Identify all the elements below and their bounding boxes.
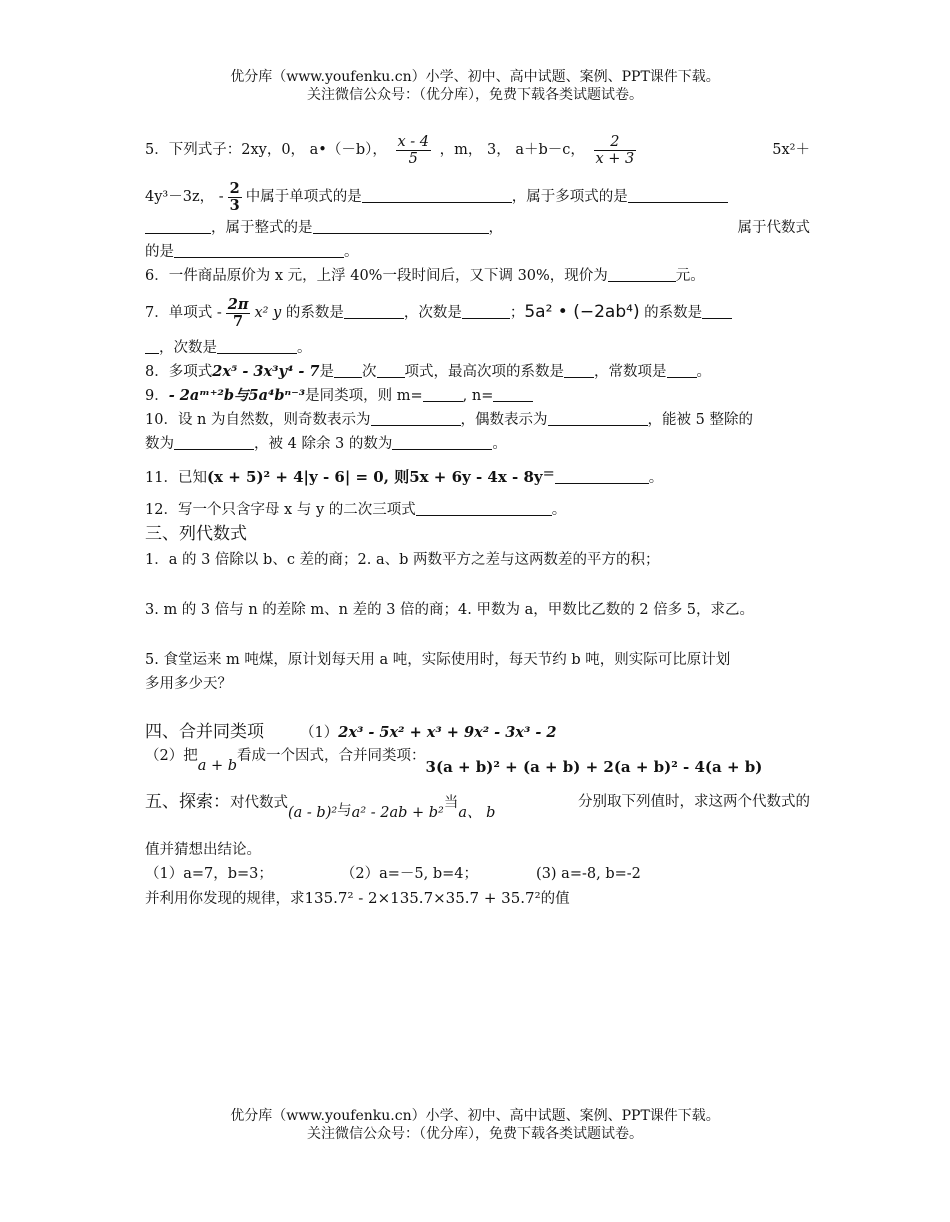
section-3-item-2: 3. m 的 3 倍与 n 的差除 m、n 差的 3 倍的商；4. 甲数为 a，甲数比乙数的 2 倍多 5，求乙。 [145, 602, 755, 618]
blank[interactable] [628, 186, 728, 203]
blank[interactable] [416, 499, 552, 516]
blank[interactable] [344, 302, 404, 319]
blank[interactable] [145, 217, 211, 234]
section-3-item-1: 1．a 的 3 倍除以 b、c 差的商；2. a、b 两数平方之差与这两数差的平方的积； [145, 552, 660, 568]
blank[interactable] [555, 467, 649, 484]
section-5-line-2: 值并猜想出结论。 [145, 842, 261, 858]
blank[interactable] [174, 433, 254, 450]
blank[interactable] [564, 361, 594, 378]
section-4-line-1: 四、合并同类项 （1）2x³ - 5x² + x³ + 9x² - 3x³ - 2 [145, 722, 557, 742]
q5-line-2: 4y³－3z， - $\frac{2}{3}$ 中属于单项式的是 ，属于多项式的是 [145, 178, 810, 216]
section-3-item-3b: 多用多少天？ [145, 676, 232, 692]
q7-line-1: 7．单项式 - $\frac{2\pi}{7}$ x² y 的系数是 ，次数是 ；5a² • (−2ab⁴) 的系数是 [145, 288, 810, 336]
q12-line: 12．写一个只含字母 x 与 y 的二次三项式 。 [145, 498, 810, 522]
section-5-line-3: （1）a=7，b=3； （2）a=－5, b=4； (3) a=-8, b=-2 [145, 866, 641, 882]
blank[interactable] [667, 361, 697, 378]
blank[interactable] [608, 265, 676, 282]
page-footer [0, 1107, 950, 1143]
q7-fraction: $\frac{2\pi}{7}$ [227, 295, 249, 330]
q9-line: 9．- 2aᵐ⁺²b与5a⁴bⁿ⁻³是同类项，则 m= , n= [145, 384, 810, 408]
section-5-line-4: 并利用你发现的规律，求135.7² - 2×135.7×35.7 + 35.7²的值 [145, 889, 570, 907]
footer-line-2: 关注微信公众号：（优分库），免费下载各类试题试卷。 [307, 1126, 643, 1142]
blank[interactable] [392, 433, 492, 450]
blank[interactable] [334, 361, 362, 378]
header-line-1: 优分库（www.youfenku.cn）小学、初中、高中试题、案例、PPT课件下载。 [230, 69, 720, 85]
section-3-title: 三、列代数式 [145, 524, 247, 544]
blank[interactable] [462, 302, 510, 319]
blank[interactable] [377, 361, 405, 378]
section-4-line-2: （2）把a + b看成一个因式，合并同类项：3(a + b)² + (a + b) + 2(a + b)² - 4(a + b) [145, 748, 763, 776]
document-body [145, 132, 810, 910]
blank[interactable] [371, 409, 461, 426]
q5-line-1: 5．下列式子：2xy，0， a•（－b）， $\frac{x - 4}{5}$ ，m， 3， a＋b－c， $\frac{2}{x + 3}$ 5x²＋ [145, 133, 810, 167]
section-5-line-1: 五、探索：对代数式(a - b)²与a² - 2ab + b²当a、 b 分别取下列值时，求这两个代数式的 [145, 792, 810, 821]
blank[interactable] [493, 385, 533, 402]
section-3-item-3a: 5. 食堂运来 m 吨煤，原计划每天用 a 吨，实际使用时，每天节约 b 吨，则实际可比原计划 [145, 652, 731, 668]
blank[interactable] [423, 385, 463, 402]
q7-line-2: ，次数是 。 [145, 336, 810, 360]
blank[interactable] [174, 241, 344, 258]
blank[interactable] [548, 409, 648, 426]
q5-fraction-2: $\frac{2}{x + 3}$ [595, 133, 635, 167]
q5-fraction-3: $\frac{2}{3}$ [229, 179, 240, 214]
blank[interactable] [145, 337, 159, 354]
q6-line: 6．一件商品原价为 x 元，上浮 40%一段时间后，又下调 30%，现价为 元。 [145, 264, 810, 288]
q10-line-1: 10．设 n 为自然数，则奇数表示为 ，偶数表示为 ，能被 5 整除的 [145, 408, 810, 432]
footer-line-1: 优分库（www.youfenku.cn）小学、初中、高中试题、案例、PPT课件下载。 [230, 1108, 720, 1124]
q5-fraction-1: $\frac{x - 4}{5}$ [397, 133, 430, 167]
q11-line: 11．已知(x + 5)² + 4|y - 6| = 0, 则5x + 6y - 4x - 8y= 。 [145, 466, 664, 486]
blank[interactable] [217, 337, 297, 354]
blank[interactable] [313, 217, 489, 234]
blank[interactable] [362, 186, 512, 203]
q5-line-4: 的是 。 [145, 240, 810, 264]
page-header [0, 68, 950, 104]
blank[interactable] [702, 302, 732, 319]
q5-line-3: ，属于整式的是 ， 属于代数式 [145, 216, 810, 240]
q10-line-2: 数为 ，被 4 除余 3 的数为 。 [145, 432, 810, 456]
header-line-2: 关注微信公众号：（优分库），免费下载各类试题试卷。 [307, 87, 643, 103]
q8-line: 8．多项式2x⁵ - 3x³y⁴ - 7是 次 项式，最高次项的系数是 ，常数项是 。 [145, 363, 711, 380]
